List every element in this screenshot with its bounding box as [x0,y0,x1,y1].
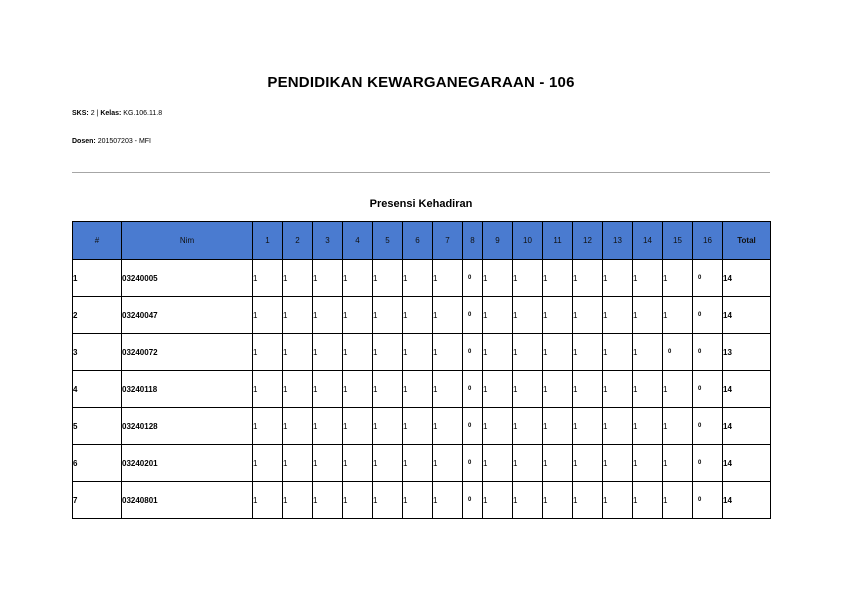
attendance-cell: 1 [433,482,463,519]
dosen-label: Dosen: [72,138,96,145]
attendance-cell: 1 [543,297,573,334]
attendance-cell: 1 [283,371,313,408]
attendance-cell: 1 [313,260,343,297]
attendance-cell: 1 [433,371,463,408]
attendance-cell: 1 [573,482,603,519]
attendance-cell: 1 [663,297,693,334]
column-header: 8 [463,222,483,260]
course-info [72,110,162,117]
table-row [73,334,771,371]
total-cell: 14 [723,371,771,408]
column-header: 15 [663,222,693,260]
attendance-cell: 0 [693,297,723,334]
attendance-cell: 1 [433,260,463,297]
attendance-cell: 1 [253,297,283,334]
attendance-cell: 1 [403,371,433,408]
column-header: 10 [513,222,543,260]
attendance-cell: 1 [253,408,283,445]
student-nim: 03240201 [122,445,253,482]
sks-label: SKS: [72,110,89,117]
attendance-cell: 1 [633,482,663,519]
attendance-cell: 1 [403,482,433,519]
table-row [73,445,771,482]
header-row [73,222,771,260]
attendance-cell: 1 [633,445,663,482]
attendance-cell: 1 [513,445,543,482]
attendance-cell: 1 [283,445,313,482]
attendance-cell: 1 [513,260,543,297]
column-header: 4 [343,222,373,260]
attendance-cell: 1 [513,371,543,408]
attendance-cell: 1 [283,408,313,445]
sks-value: 2 [90,110,95,117]
attendance-cell: 1 [403,260,433,297]
column-header: 16 [693,222,723,260]
student-nim: 03240072 [122,334,253,371]
attendance-cell: 1 [343,260,373,297]
kelas-value: KG.106.11.8 [123,110,163,117]
table-row [73,482,771,519]
attendance-cell: 0 [463,260,483,297]
column-header: 7 [433,222,463,260]
student-nim: 03240005 [122,260,253,297]
attendance-cell: 1 [433,334,463,371]
row-number: 7 [73,482,122,519]
attendance-cell: 1 [433,445,463,482]
attendance-cell: 1 [573,408,603,445]
attendance-cell: 1 [313,334,343,371]
attendance-cell: 1 [373,408,403,445]
attendance-cell: 1 [543,260,573,297]
table-body [73,260,771,519]
document-title: PENDIDIKAN KEWARGANEGARAAN - 106 [267,74,575,91]
attendance-cell: 1 [313,408,343,445]
attendance-cell: 1 [603,371,633,408]
row-number: 2 [73,297,122,334]
attendance-cell: 0 [693,445,723,482]
attendance-cell: 1 [343,445,373,482]
column-header: 5 [373,222,403,260]
student-nim: 03240047 [122,297,253,334]
column-header: Total [723,222,771,260]
attendance-cell: 1 [633,297,663,334]
attendance-cell: 1 [513,482,543,519]
attendance-cell: 1 [573,260,603,297]
column-header: 11 [543,222,573,260]
attendance-cell: 1 [283,297,313,334]
attendance-cell: 1 [343,334,373,371]
total-cell: 14 [723,297,771,334]
column-header: 14 [633,222,663,260]
attendance-cell: 1 [513,334,543,371]
attendance-cell: 1 [633,260,663,297]
attendance-cell: 1 [403,445,433,482]
attendance-cell: 1 [603,445,633,482]
attendance-cell: 1 [543,371,573,408]
attendance-cell: 1 [343,482,373,519]
attendance-cell: 1 [513,408,543,445]
column-header: 3 [313,222,343,260]
attendance-cell: 1 [543,482,573,519]
attendance-cell: 1 [373,297,403,334]
attendance-cell: 1 [313,297,343,334]
table-row [73,371,771,408]
attendance-cell: 0 [463,297,483,334]
student-nim: 03240128 [122,408,253,445]
attendance-cell: 1 [253,445,283,482]
divider [72,172,770,173]
attendance-cell: 1 [373,334,403,371]
column-header: 13 [603,222,633,260]
attendance-table [72,221,771,519]
attendance-cell: 1 [663,408,693,445]
attendance-cell: 1 [573,371,603,408]
attendance-cell: 1 [283,482,313,519]
total-cell: 14 [723,482,771,519]
attendance-cell: 1 [543,408,573,445]
attendance-cell: 1 [483,297,513,334]
attendance-cell: 1 [343,371,373,408]
attendance-cell: 1 [483,482,513,519]
attendance-cell: 1 [253,334,283,371]
attendance-cell: 1 [483,445,513,482]
attendance-cell: 1 [513,297,543,334]
total-cell: 13 [723,334,771,371]
attendance-cell: 1 [483,334,513,371]
attendance-cell: 0 [693,371,723,408]
attendance-cell: 1 [663,260,693,297]
attendance-cell: 0 [463,371,483,408]
column-header: 6 [403,222,433,260]
attendance-cell: 1 [433,408,463,445]
attendance-cell: 1 [373,371,403,408]
attendance-cell: 1 [313,482,343,519]
attendance-cell: 1 [633,408,663,445]
section-title: Presensi Kehadiran [369,198,473,210]
column-header: Nim [122,222,253,260]
attendance-cell: 1 [343,297,373,334]
attendance-cell: 1 [483,408,513,445]
attendance-cell: 0 [693,334,723,371]
attendance-cell: 1 [543,445,573,482]
column-header: 1 [253,222,283,260]
attendance-cell: 0 [463,482,483,519]
attendance-cell: 1 [483,260,513,297]
attendance-cell: 1 [663,371,693,408]
attendance-cell: 1 [283,334,313,371]
attendance-cell: 0 [463,445,483,482]
attendance-cell: 1 [403,334,433,371]
table-row [73,260,771,297]
attendance-cell: 0 [663,334,693,371]
attendance-cell: 1 [283,260,313,297]
attendance-cell: 1 [573,445,603,482]
attendance-cell: 1 [313,371,343,408]
student-nim: 03240801 [122,482,253,519]
column-header: 2 [283,222,313,260]
attendance-cell: 1 [633,334,663,371]
student-nim: 03240118 [122,371,253,408]
attendance-cell: 1 [373,445,403,482]
total-cell: 14 [723,445,771,482]
attendance-cell: 1 [403,408,433,445]
total-cell: 14 [723,408,771,445]
attendance-cell: 1 [603,260,633,297]
attendance-cell: 1 [663,482,693,519]
attendance-cell: 1 [253,482,283,519]
attendance-cell: 1 [373,482,403,519]
column-header: # [73,222,122,260]
attendance-cell: 1 [603,334,633,371]
attendance-cell: 0 [693,482,723,519]
attendance-cell: 1 [573,334,603,371]
row-number: 4 [73,371,122,408]
attendance-cell: 1 [403,297,433,334]
attendance-cell: 1 [343,408,373,445]
attendance-cell: 1 [253,260,283,297]
row-number: 3 [73,334,122,371]
dosen-value: 201507203 - MFI [97,138,151,145]
attendance-cell: 1 [663,445,693,482]
separator: | [96,110,99,117]
attendance-cell: 0 [463,408,483,445]
table-row [73,408,771,445]
attendance-cell: 1 [633,371,663,408]
lecturer-info [72,138,151,145]
column-header: 12 [573,222,603,260]
attendance-cell: 1 [253,371,283,408]
table-row [73,297,771,334]
attendance-cell: 1 [603,408,633,445]
column-header: 9 [483,222,513,260]
attendance-cell: 0 [693,260,723,297]
attendance-cell: 1 [433,297,463,334]
attendance-cell: 1 [603,297,633,334]
attendance-cell: 1 [313,445,343,482]
attendance-cell: 1 [373,260,403,297]
attendance-cell: 0 [693,408,723,445]
attendance-cell: 1 [543,334,573,371]
row-number: 6 [73,445,122,482]
row-number: 1 [73,260,122,297]
attendance-cell: 1 [603,482,633,519]
attendance-cell: 1 [573,297,603,334]
kelas-label: Kelas: [100,110,122,117]
attendance-cell: 0 [463,334,483,371]
row-number: 5 [73,408,122,445]
total-cell: 14 [723,260,771,297]
attendance-cell: 1 [483,371,513,408]
